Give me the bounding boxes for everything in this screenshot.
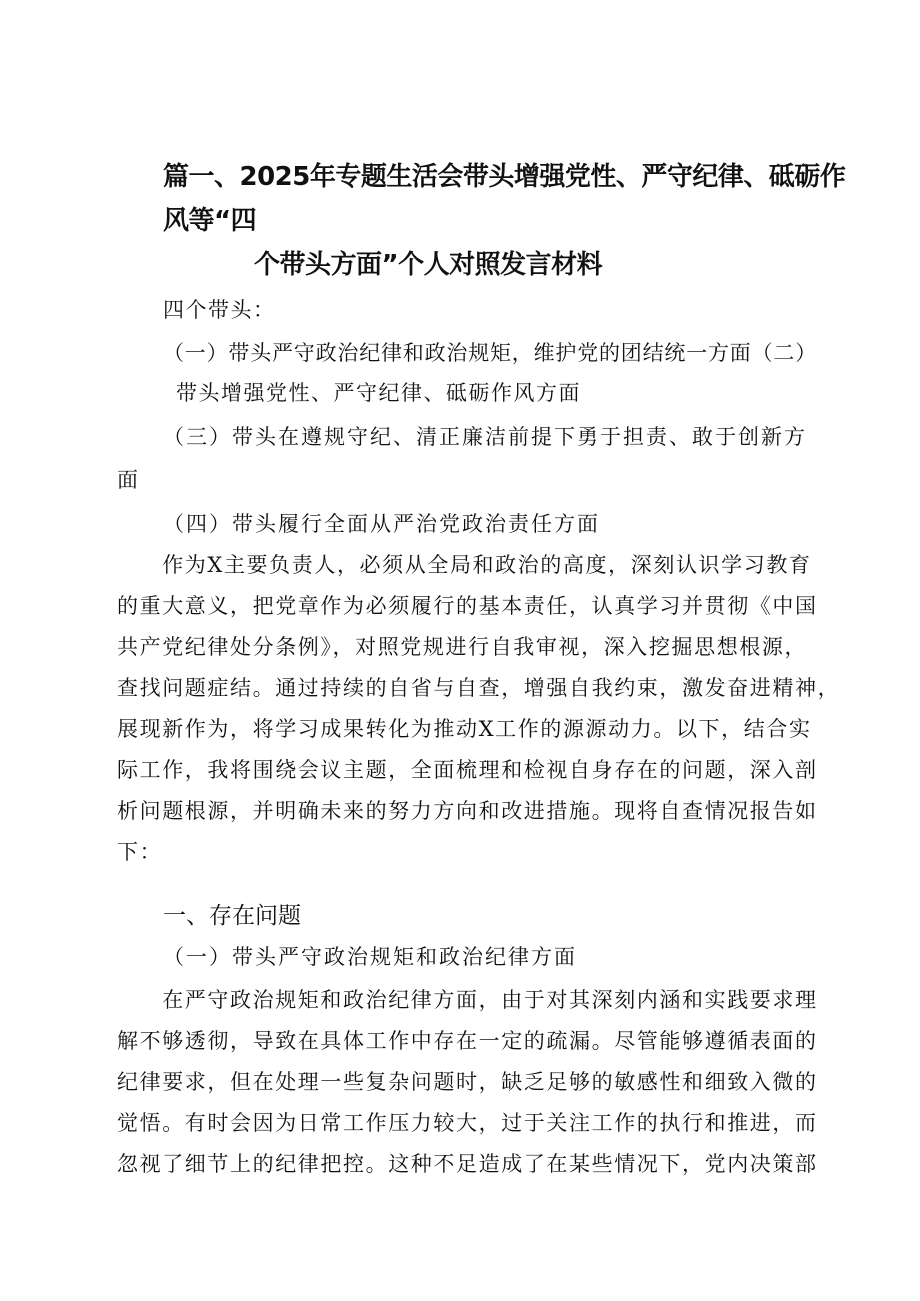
paragraph-line: 在严守政治规矩和政治纪律方面，由于对其深刻内涵和实践要求理 [117,988,818,1012]
paragraph-line: 纪律要求，但在处理一些复杂问题时，缺乏足够的敏感性和细致入微的 [117,1070,818,1094]
paragraph-line: 共产党纪律处分条例》，对照党规进行自我审视，深入挖掘思想根源， [117,635,808,659]
title-line-2: 个带头方面”个人对照发言材料 [254,250,603,280]
item-3-line-1: （三）带头在遵规守纪、清正廉洁前提下勇于担责、敢于创新方 [163,425,807,449]
paragraph-line: 觉悟。有时会因为日常工作压力较大，过于关注工作的执行和推进，而 [117,1111,818,1135]
paragraph-line: 作为X主要负责人，必须从全局和政治的高度，深刻认识学习教育 [117,553,812,577]
paragraph-line: 解不够透彻，导致在具体工作中存在一定的疏漏。尽管能够遵循表面的 [117,1029,818,1053]
paragraph-line: 的重大意义，把党章作为必须履行的基本责任，认真学习并贯彻《中国 [117,594,818,618]
paragraph-line: 下： [117,840,163,864]
subsection-1-heading: （一）带头严守政治规矩和政治纪律方面 [163,945,577,969]
section-1-heading: 一、存在问题 [163,903,301,929]
paragraph-line: 际工作，我将围绕会议主题，全面梳理和检视自身存在的问题，深入剖 [117,758,818,782]
title-line-1: 篇一、2025年专题生活会带头增强党性、严守纪律、砥砺作风等“四 [163,162,846,236]
intro-label: 四个带头： [163,298,276,322]
item-1-line-1: （一）带头严守政治纪律和政治规矩，维护党的团结统一方面（二） [163,341,817,365]
paragraph-line: 查找问题症结。通过持续的自省与自查，增强自我约束，激发奋进精神， [117,676,841,700]
paragraph-line: 忽视了细节上的纪律把控。这种不足造成了在某些情况下，党内决策部 [117,1152,818,1176]
document-title [163,155,853,287]
paragraph-line: 展现新作为，将学习成果转化为推动X工作的源源动力。以下，结合实 [117,717,812,741]
item-3-line-2: 面 [117,468,140,492]
item-1-line-2: 带头增强党性、严守纪律、砥砺作风方面 [176,381,581,405]
item-4: （四）带头履行全面从严治党政治责任方面 [163,512,600,536]
paragraph-line: 析问题根源，并明确未来的努力方向和改进措施。现将自查情况报告如 [117,799,818,823]
